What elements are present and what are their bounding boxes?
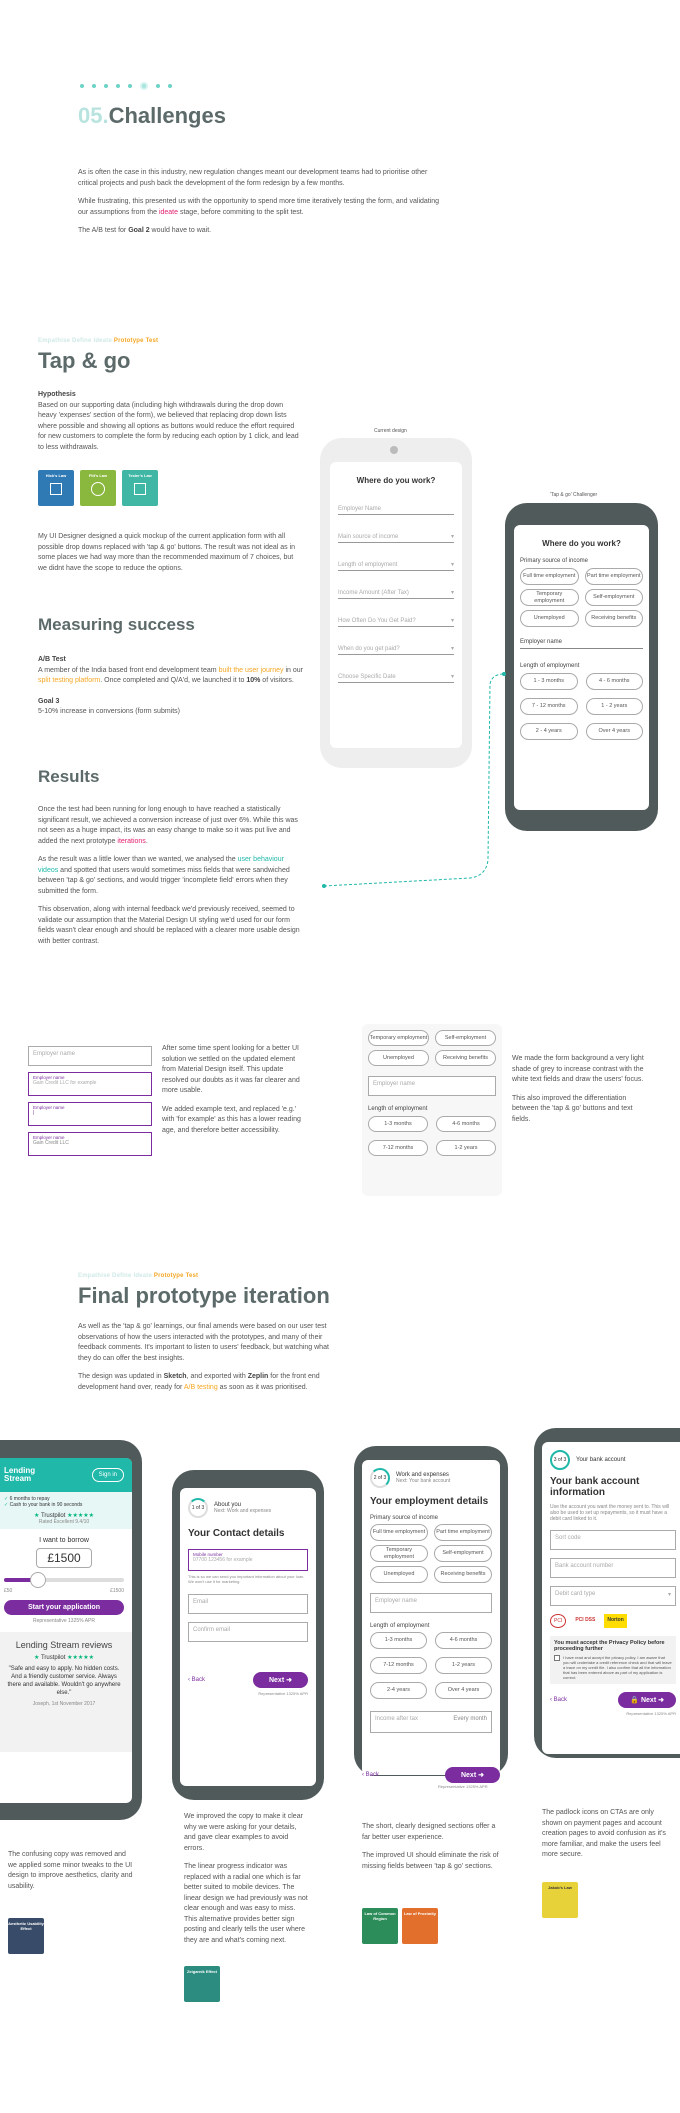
income-option[interactable]: Unemployed — [520, 610, 579, 627]
star-icon: ★ — [34, 1655, 40, 1661]
trustpilot-rating: ★ Trustpilot ★★★★★ — [34, 1655, 94, 1661]
challenges-p3: The A/B test for Goal 2 would have to wait. — [78, 227, 212, 234]
progress-dot — [80, 84, 84, 88]
progress-dot — [168, 84, 172, 88]
pci-dss-badge: PCI DSS — [575, 1617, 596, 1623]
length-option[interactable]: 1-2 years — [436, 1140, 496, 1156]
bank-description: Use the account you want the money sent to. This will also be used to set up repayments, so it must have a debit card linked to it. — [550, 1504, 670, 1522]
length-option[interactable]: 2 - 4 years — [520, 723, 578, 740]
contact-screen — [180, 1488, 316, 1786]
hypothesis-title: Hypothesis — [38, 391, 76, 398]
next-button[interactable]: 🔒 Next ➜ — [618, 1692, 676, 1708]
screen-title: Your Contact details — [188, 1528, 285, 1539]
results-p2: As the result was a little lower than we wanted, we analysed the user behaviour videos and spotted that users would sometimes miss fields that were sandwiched between 'tap & go' sections, and would trigger 'incomplete field' errors when they submitted the form. — [38, 856, 290, 895]
privacy-box — [550, 1636, 676, 1684]
length-options — [368, 1116, 496, 1156]
length-option[interactable]: 7 - 12 months — [520, 698, 578, 715]
income-option[interactable]: Self-employment — [434, 1545, 492, 1562]
phone4-caption: The padlock icons on CTAs are only shown on payment pages and account creation pages to avoid confusion as it's more familiar, and make the users feel more secure. — [542, 1809, 666, 1858]
field-examples — [28, 1046, 152, 1156]
challenges-p1: As is often the case in this industry, new regulation changes meant our development teams had to prioritise other critical projects and push back the development of the form redesign by a few months. — [78, 169, 428, 187]
hypothesis-text: Based on our supporting data (including high withdrawals during the drop down heavy 'expenses' section of the form), we believed that replacing drop down lists where possible and showing all options as buttons would reduce the effort required for new customers to complete the form by reducing each option by 1 click, and lead to less withdrawals. — [38, 401, 299, 451]
length-option[interactable]: 1-3 months — [370, 1632, 427, 1649]
trustpilot-rating: ★ Trustpilot ★★★★★ — [34, 1513, 94, 1519]
homepage-screen — [0, 1458, 132, 1803]
length-select[interactable]: Length of employment ▾ — [338, 553, 454, 571]
measuring-heading: Measuring success — [38, 615, 195, 634]
reviews-section — [0, 1632, 132, 1752]
sign-in-button[interactable]: Sign in — [92, 1468, 124, 1482]
account-number-field[interactable]: Bank account number — [550, 1558, 676, 1578]
amount-slider[interactable] — [4, 1578, 124, 1582]
length-option[interactable]: 4-6 months — [436, 1116, 496, 1132]
income-source-select[interactable]: Main source of income ▾ — [338, 525, 454, 543]
challenger-screen — [514, 525, 649, 810]
back-link[interactable]: ‹ Back — [550, 1697, 568, 1703]
hypothesis-block — [38, 390, 303, 453]
employment-screen — [362, 1460, 500, 1775]
final-p2: The design was updated in Sketch, and exported with Zeplin for the front end development hand over, ready for A/B testing as soon as it was prioritised. — [78, 1373, 320, 1391]
stars-icon: ★★★★★ — [67, 1513, 94, 1519]
progress-dots — [80, 82, 172, 90]
confirm-email-field[interactable]: Confirm email — [188, 1622, 308, 1642]
income-option[interactable]: Unemployed — [370, 1566, 428, 1583]
pay-frequency-select[interactable]: How Often Do You Get Paid? ▾ — [338, 609, 454, 627]
income-option[interactable]: Self-employment — [585, 589, 644, 606]
challenges-heading: 05.Challenges — [78, 103, 226, 128]
phone1-caption: The confusing copy was removed and we applied some minor tweaks to the UI design to improve aesthetics, clarity and usability. — [8, 1851, 133, 1890]
final-heading: Final prototype iteration — [78, 1283, 330, 1308]
zeigarnik-tile: Zeigarnik Effect — [184, 1966, 220, 2002]
privacy-checkbox-row — [554, 1655, 672, 1680]
next-button[interactable]: Next ➜ — [253, 1672, 308, 1688]
email-field[interactable]: Email — [188, 1594, 308, 1614]
app-header — [0, 1458, 132, 1492]
next-button[interactable]: Next ➜ — [445, 1767, 500, 1783]
chevron-down-icon: ▾ — [450, 618, 454, 624]
focused-field[interactable]: Employer name | — [28, 1102, 152, 1126]
income-label: Primary source of income — [370, 1515, 439, 1521]
goal-text: 5-10% increase in conversions (form submits) — [38, 708, 180, 715]
screen-title: Your bank account information — [550, 1476, 640, 1498]
star-icon: ★ — [34, 1513, 40, 1519]
lock-icon: 🔒 — [630, 1697, 640, 1704]
check-icon: ✓ — [4, 1496, 9, 1502]
length-option[interactable]: 1 - 3 months — [520, 673, 578, 690]
teslers-law-tile: Tesler's Law — [122, 470, 158, 506]
income-options — [370, 1524, 492, 1583]
chevron-left-icon: ‹ — [362, 1772, 364, 1778]
ab-test-title: A/B Test — [38, 656, 66, 663]
apr-text: Representative 1325% APR — [258, 1691, 308, 1696]
income-option[interactable]: Receiving benefits — [435, 1050, 496, 1066]
length-options — [370, 1632, 492, 1699]
current-design-caption: Current design — [374, 428, 407, 434]
screen-title: Your employment details — [370, 1496, 489, 1507]
borrow-label: I want to borrow — [39, 1537, 89, 1544]
income-options — [368, 1030, 496, 1066]
ui-iter-p1: After some time spent looking for a better UI solution we settled on the updated element from Material Design itself. This update resolved our doubts as it was far clearer and more usable. — [162, 1045, 300, 1094]
step-title: About you — [214, 1502, 242, 1508]
income-option[interactable]: Unemployed — [368, 1050, 429, 1066]
camera-dot — [390, 446, 398, 454]
sort-code-field[interactable]: Sort code — [550, 1530, 676, 1550]
challenges-text — [78, 168, 448, 237]
grey-bg-card — [362, 1024, 502, 1196]
income-option[interactable]: Receiving benefits — [434, 1566, 492, 1583]
rated-text: Rated Excellent 9.4/10 — [38, 1519, 90, 1525]
security-badges — [550, 1614, 676, 1628]
ui-iter-text-left — [162, 1044, 302, 1136]
nav-row — [188, 1672, 308, 1688]
length-option[interactable]: Over 4 years — [435, 1682, 492, 1699]
ab-test-text: A member of the India based front end development team built the user journey in our split testing platform. Once completed and Q/A'd, we launched it to 10% of visitors. — [38, 666, 304, 684]
chevron-down-icon: ▾ — [450, 646, 454, 652]
phone3-caption: The short, clearly designed sections offer a far better user experience. The improved UI should eliminate the risk of missing fields between 'tap & go' sections. — [362, 1823, 499, 1870]
stage-indicator: Empathise Define Ideate Prototype Test — [78, 1273, 199, 1279]
employer-name-field[interactable]: Employer name — [368, 1076, 496, 1096]
filled-field[interactable]: Employer name Gain Credit LLC — [28, 1132, 152, 1156]
example-field[interactable]: Employer name Gain Credit LLC for example — [28, 1072, 152, 1096]
income-option[interactable]: Receiving benefits — [585, 610, 644, 627]
pci-badge: PCI — [550, 1614, 566, 1628]
back-link[interactable]: ‹ Back — [362, 1772, 380, 1778]
length-label: Length of employment — [370, 1623, 430, 1629]
income-option[interactable]: Temporary employment — [368, 1030, 429, 1046]
mobile-number-field[interactable]: Mobile number 07700 123456 for example — [188, 1549, 308, 1571]
logo: Lending Stream — [4, 1466, 36, 1483]
amount-input[interactable]: £1500 — [36, 1548, 92, 1568]
contact-phone — [172, 1470, 324, 1800]
arrow-right-icon: ➜ — [478, 1772, 484, 1779]
challenges-p2: While frustrating, this presented us with the opportunity to spend more time iteratively testing the form, and validating our assumptions from the ideate stage, before commiting to the split test. — [78, 198, 440, 216]
chevron-left-icon: ‹ — [188, 1677, 190, 1683]
step-title: Work and expenses — [396, 1472, 449, 1478]
final-p1: As well as the 'tap & go' learnings, our final amends were based on our user test observations of how the users interacted with the prototypes, and many of their feedback comments. It's important to listen to users' feedback, but watching what they do can offer the best insights. — [78, 1323, 329, 1362]
card-type-select[interactable]: Debit card type ▾ — [550, 1586, 676, 1606]
screen-title: Where do you work? — [542, 539, 621, 548]
reviews-title: Lending Stream reviews — [15, 1640, 113, 1650]
income-option[interactable]: Self-employment — [435, 1030, 496, 1046]
income-option[interactable]: Temporary employment — [370, 1545, 428, 1562]
ui-iter-text-right — [512, 1054, 652, 1125]
slider-handle[interactable] — [30, 1572, 46, 1588]
progress-header — [370, 1468, 492, 1488]
employment-phone — [354, 1446, 508, 1776]
results-text — [38, 805, 303, 947]
back-link[interactable]: ‹ Back — [188, 1677, 206, 1683]
apr-text: Representative 1325% APR — [33, 1618, 95, 1624]
income-option[interactable]: Full time employment — [370, 1524, 428, 1541]
apr-text: Representative 1325% APR — [626, 1711, 676, 1716]
ui-iter-p4: This also improved the differentiation between the 'tap & go' buttons and text fields. — [512, 1094, 633, 1123]
common-region-tile: Law of Common Region — [362, 1908, 398, 1944]
length-label: Length of employment — [368, 1106, 428, 1112]
proximity-tile: Law of Proximity — [402, 1908, 438, 1944]
step-title: Your bank account — [576, 1457, 626, 1463]
income-option[interactable]: Part time employment — [434, 1524, 492, 1541]
radial-progress: 1 of 3 — [188, 1498, 208, 1518]
progress-dot — [156, 84, 160, 88]
income-option[interactable]: Temporary employment — [520, 589, 579, 606]
fitts-law-tile: Fitt's Law — [80, 470, 116, 506]
benefits-list — [0, 1492, 132, 1529]
arrow-right-icon: ➜ — [286, 1677, 292, 1684]
nav-row — [362, 1767, 500, 1783]
length-option[interactable]: 7-12 months — [370, 1657, 427, 1674]
bank-phone — [534, 1428, 680, 1758]
length-option[interactable]: 1-2 years — [435, 1657, 492, 1674]
length-option[interactable]: 2-4 years — [370, 1682, 427, 1699]
ui-iter-p2: We added example text, and replaced 'e.g.' with 'for example' as this has a lower reading age, and therefore better accessibility. — [162, 1105, 301, 1134]
next-step-label: Next: Your bank account — [396, 1478, 451, 1484]
benefit-item: ✓ 6 months to repay — [4, 1496, 50, 1502]
review-quote: "Safe and easy to apply. No hidden costs. And a friendly customer service. Always there and available. Wouldn't go anywhere else." — [7, 1666, 121, 1696]
length-label: Length of employment — [520, 663, 580, 669]
reviewer: Joseph, 1st November 2017 — [32, 1701, 96, 1707]
results-p1: Once the test had been running for long enough to have reached a statistically significant result, we achieved a conversion increase of just over 6%. While this was not seen as a huge impact, its was an easy change to make so it was put live and added the next prototype iterations. — [38, 806, 298, 845]
privacy-text: I have read and accept the privacy policy. I am aware that you will undertake a credit reference check and that will leave a trace on my credit file. I also confirm that all the information that has been entered above as part of my application is correct. — [563, 1655, 672, 1680]
employer-name-field[interactable]: Employer Name — [338, 497, 454, 515]
stars-icon: ★★★★★ — [67, 1655, 94, 1661]
income-option[interactable]: Full time employment — [520, 568, 579, 585]
connector-line — [320, 670, 510, 890]
income-label: Primary source of income — [520, 558, 589, 564]
jakobs-law-tile: Jakob's Law — [542, 1882, 578, 1918]
arrow-right-icon: ➜ — [658, 1697, 664, 1704]
norton-badge: Norton — [604, 1614, 626, 1628]
specific-date-select[interactable]: Choose Specific Date ▾ — [338, 665, 454, 683]
final-text — [78, 1322, 343, 1393]
income-amount-select[interactable]: Income Amount (After Tax) ▾ — [338, 581, 454, 599]
nav-row — [550, 1692, 676, 1708]
aesthetic-usability-tile: Aesthetic Usability Effect — [8, 1918, 44, 1954]
income-option[interactable]: Part time employment — [585, 568, 644, 585]
length-option[interactable]: 7-12 months — [368, 1140, 428, 1156]
length-option[interactable]: 1-3 months — [368, 1116, 428, 1132]
progress-dot-active — [140, 82, 148, 90]
radial-progress: 3 of 3 — [550, 1450, 570, 1470]
homepage-phone — [0, 1440, 142, 1820]
stage-indicator: Empathise Define Ideate Prototype Test — [38, 338, 159, 344]
progress-dot — [104, 84, 108, 88]
phone2-caption: We improved the copy to make it clear why we were asking for your details, and gave clear examples to avoid errors. The linear progress indicator was replaced with a radial one which is far better suited to mobile devices. The linear design we had previously was not clear enough and was easy to miss. This alternative provides better sign posting and clearly tells the user where they are and what's coming next. — [184, 1813, 308, 1944]
challenger-phone — [505, 503, 658, 831]
chevron-left-icon: ‹ — [550, 1697, 552, 1703]
bank-screen — [542, 1442, 680, 1754]
progress-header — [550, 1450, 676, 1470]
chevron-down-icon: ▾ — [450, 562, 454, 568]
progress-dot — [128, 84, 132, 88]
length-option[interactable]: 4-6 months — [435, 1632, 492, 1649]
employer-name-field[interactable]: Employer name — [520, 639, 643, 649]
start-application-button[interactable]: Start your application — [4, 1600, 124, 1615]
income-field[interactable]: Income after tax Every month — [370, 1711, 492, 1733]
slider-range: £50 £1500 — [4, 1588, 124, 1594]
next-step-label: Next: Work and expenses — [214, 1508, 272, 1514]
privacy-checkbox[interactable] — [554, 1655, 560, 1661]
progress-dot — [92, 84, 96, 88]
length-option[interactable]: 1 - 2 years — [586, 698, 644, 715]
tapgo-heading: Tap & go — [38, 348, 131, 373]
privacy-title: You must accept the Privacy Policy before proceeding further — [554, 1640, 665, 1652]
length-options — [520, 673, 643, 740]
results-heading: Results — [38, 767, 100, 786]
chevron-down-icon: ▾ — [450, 674, 454, 680]
results-p3: This observation, along with internal feedback we'd previously received, seemed to validate our assumption that the Material Design UI styling we'd used for our form fields wasn't clear enough and should be replaced with a clearer more usable design with better contrast. — [38, 906, 300, 945]
length-option[interactable]: Over 4 years — [586, 723, 644, 740]
chevron-down-icon: ▾ — [450, 534, 454, 540]
mobile-note: This is so we can send you important information about your loan. We won't use it for marketing. — [188, 1574, 305, 1584]
ab-test-block — [38, 655, 303, 718]
chevron-down-icon: ▾ — [667, 1592, 671, 1598]
challenger-caption: 'Tap & go' Challenger — [550, 492, 598, 498]
pay-day-select[interactable]: When do you get paid? ▾ — [338, 637, 454, 655]
check-icon: ✓ — [4, 1502, 9, 1508]
plain-field-example[interactable]: Employer name — [28, 1046, 152, 1066]
screen-title: Where do you work? — [356, 476, 436, 485]
goal-title: Goal 3 — [38, 697, 60, 705]
tapgo-p2: My UI Designer designed a quick mockup of the current application form with all possible drop downs replaced with 'tap & go' buttons. The result was not ideal as in some places we had way more than the recommended maximum of 7 choices, but we didnt have the scope to reduce the options. — [38, 533, 296, 572]
radial-progress: 2 of 3 — [370, 1468, 390, 1488]
employer-name-field[interactable]: Employer name — [370, 1593, 492, 1613]
apr-text: Representative 1325% APR — [438, 1784, 488, 1789]
progress-header — [188, 1498, 308, 1518]
income-options — [520, 568, 643, 627]
ui-iter-p3: We made the form background a very light shade of grey to increase contrast with the white text fields and draw the users' focus. — [512, 1055, 644, 1083]
length-option[interactable]: 4 - 6 months — [586, 673, 644, 690]
progress-dot — [116, 84, 120, 88]
chevron-down-icon: ▾ — [450, 590, 454, 596]
hicks-law-tile: Hick's Law — [38, 470, 74, 506]
benefit-item: ✓ Cash to your bank in 90 seconds — [4, 1502, 83, 1508]
